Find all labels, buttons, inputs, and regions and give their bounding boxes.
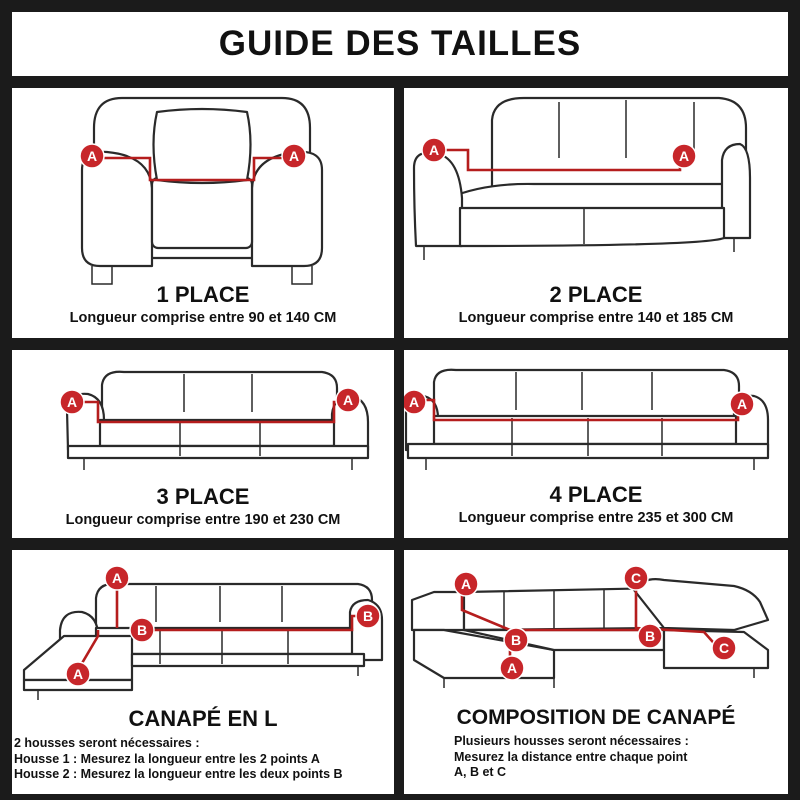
marker-a-right [730, 392, 754, 416]
svg-text:A: A [506, 660, 518, 676]
svg-text:A: A [342, 392, 354, 408]
note-line: Housse 2 : Mesurez la longueur entre les deux points B [14, 767, 343, 781]
marker-c-top [624, 566, 648, 590]
marker-b-right [638, 624, 662, 648]
panel-heading: 4 PLACE [549, 482, 643, 507]
svg-text:A: A [86, 148, 98, 164]
svg-text:A: A [460, 576, 472, 592]
marker-b-left [130, 618, 154, 642]
panel-description: Longueur comprise entre 90 et 140 CM [69, 310, 337, 326]
svg-text:A: A [111, 570, 123, 586]
svg-text:B: B [136, 622, 148, 638]
svg-text:B: B [644, 628, 656, 644]
marker-a-right [672, 144, 696, 168]
marker-a-left [80, 144, 104, 168]
panel-two-seat [404, 88, 788, 338]
marker-a-bottom [66, 662, 90, 686]
marker-a-left [404, 390, 426, 414]
panel-four-seat [404, 350, 788, 538]
panel-heading: CANAPÉ EN L [128, 706, 278, 731]
marker-a-top [105, 566, 129, 590]
panel-description: Longueur comprise entre 190 et 230 CM [65, 512, 341, 528]
svg-text:A: A [736, 396, 748, 412]
svg-text:A: A [288, 148, 300, 164]
marker-a-left [60, 390, 84, 414]
marker-a-left [422, 138, 446, 162]
note-line: Mesurez la distance entre chaque point [454, 749, 688, 764]
panel-composition [404, 550, 788, 794]
note-line: Plusieurs housses seront nécessaires : [454, 734, 689, 748]
svg-text:B: B [510, 632, 522, 648]
title-banner [12, 12, 788, 76]
panel-one-seat [12, 88, 394, 338]
marker-b-left [504, 628, 528, 652]
panel-l-shape [12, 550, 394, 794]
note-line: A, B et C [454, 765, 507, 779]
composition-notes [454, 734, 689, 781]
marker-a-right [336, 388, 360, 412]
panel-heading: COMPOSITION DE CANAPÉ [456, 706, 736, 729]
page-title: GUIDE DES TAILLES [218, 24, 582, 63]
note-line: Housse 1 : Mesurez la longueur entre les 2 points A [14, 751, 320, 766]
svg-text:C: C [630, 570, 642, 586]
svg-text:A: A [428, 142, 440, 158]
marker-c-right [712, 636, 736, 660]
note-line: 2 housses seront nécessaires : [14, 736, 200, 750]
svg-text:A: A [72, 666, 84, 682]
panel-description: Longueur comprise entre 140 et 185 CM [458, 310, 734, 326]
marker-a-top [454, 572, 478, 596]
marker-a-right [282, 144, 306, 168]
panel-three-seat [12, 350, 394, 538]
panel-heading: 3 PLACE [156, 484, 250, 509]
svg-text:A: A [408, 394, 420, 410]
l-shape-notes [14, 736, 343, 783]
panel-description: Longueur comprise entre 235 et 300 CM [458, 510, 734, 526]
svg-text:C: C [718, 640, 730, 656]
svg-text:B: B [362, 608, 374, 624]
panel-heading: 1 PLACE [156, 282, 250, 307]
svg-text:A: A [66, 394, 78, 410]
marker-b-right [356, 604, 380, 628]
marker-a-bottom [500, 656, 524, 680]
panel-heading: 2 PLACE [549, 282, 643, 307]
svg-text:A: A [678, 148, 690, 164]
